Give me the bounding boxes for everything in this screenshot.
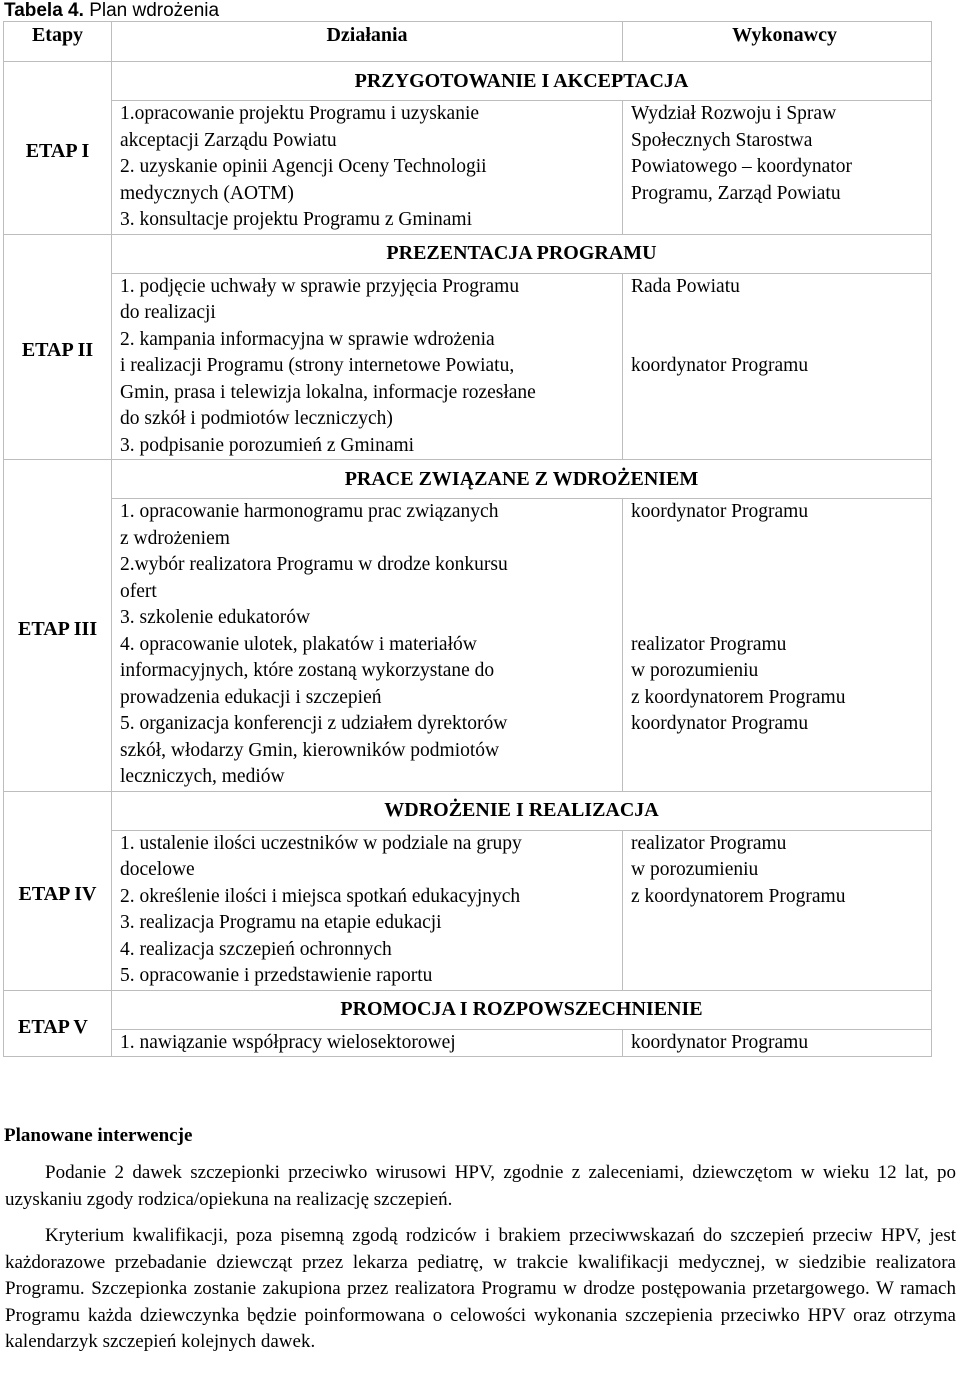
stage-actions [112, 830, 623, 990]
action-line: 1. ustalenie ilości uczestników w podziale na grupy [120, 832, 522, 854]
executor-line: z koordynatorem Programu [631, 885, 846, 907]
executor-line [631, 579, 923, 606]
stage-actions [112, 1029, 623, 1057]
executor-line: Rada Powiatu [631, 275, 740, 297]
stage-executors [623, 273, 932, 460]
executor-line: realizator Programu [631, 832, 787, 854]
executor-line [631, 552, 923, 579]
stage-executors [623, 499, 932, 792]
action-line: ofert [120, 580, 157, 602]
table-header-row [4, 22, 932, 62]
stage-actions [112, 499, 623, 792]
action-line: prowadzenia edukacji i szczepień [120, 686, 382, 708]
stage-content-row [4, 1029, 932, 1057]
action-line: 1.opracowanie projektu Programu i uzyskanie [120, 103, 480, 124]
stage-name: ETAP I [4, 62, 112, 235]
header-executors: Wykonawcy [623, 22, 932, 62]
action-line: 3. konsultacje projektu Programu z Gminami [120, 209, 473, 230]
executor-line: koordynator Programu [631, 355, 809, 376]
action-line: 3. podpisanie porozumień z Gminami [120, 434, 415, 456]
stage-content-row [4, 101, 932, 235]
action-line: 3. realizacja Programu na etapie edukacji [120, 912, 442, 933]
stage-content-row [4, 273, 932, 460]
stage-title-row [4, 234, 932, 273]
stage-title: PRZYGOTOWANIE I AKCEPTACJA [112, 62, 932, 101]
header-actions: Działania [112, 22, 623, 62]
action-line: medycznych (AOTM) [120, 182, 294, 204]
action-line: 1. opracowanie harmonogramu prac związanych [120, 501, 499, 522]
action-line: leczniczych, mediów [120, 766, 285, 787]
stage-actions [112, 101, 623, 235]
stage-title-row [4, 791, 932, 830]
executor-line [631, 526, 923, 553]
stage-title: PROMOCJA I ROZPOWSZECHNIENIE [112, 990, 932, 1029]
executor-line: z koordynatorem Programu [631, 686, 846, 708]
table-caption [4, 0, 219, 22]
action-line: 2. uzyskanie opinii Agencji Oceny Technologii [120, 156, 487, 177]
action-line: do realizacji [120, 302, 216, 323]
action-line: z wdrożeniem [120, 527, 230, 549]
executor-line: Społecznych Starostwa [631, 129, 813, 151]
executor-line [631, 327, 923, 354]
interventions-paragraph-2: Kryterium kwalifikacji, poza pisemną zgodą rodziców i brakiem przeciwwskazań do szczepień przeciw HPV, jest każdorazowe przebadanie dziewcząt przez lekarza pediatrę, w trakcie kwalifikacji medycznej, w siedzibie realizatora Programu. Szczepionka zostanie zakupiona przez realizatora Programu w drodze postępowania przetargowego. W ramach Programu każda dziewczynka będzie poinformowana o celowości wykonania szczepienia przeciwko HPV oraz otrzyma kalendarzyk szczepień kolejnych dawek. [5, 1225, 956, 1353]
stage-name: ETAP IV [4, 791, 112, 990]
executor-line: koordynator Programu [631, 501, 809, 522]
action-line: 4. opracowanie ulotek, plakatów i materiałów [120, 633, 477, 655]
action-line: 5. opracowanie i przedstawienie raportu [120, 965, 433, 986]
action-line: 1. nawiązanie współpracy wielosektorowej [120, 1031, 456, 1053]
action-line: informacyjnych, które zostaną wykorzystane do [120, 660, 495, 681]
stage-name: ETAP II [4, 234, 112, 460]
action-line: szkół, włodarzy Gmin, kierowników podmiotów [120, 739, 500, 761]
action-line: 5. organizacja konferencji z udziałem dyrektorów [120, 713, 508, 734]
interventions-heading: Planowane interwencje [4, 1125, 193, 1146]
stage-content-row [4, 830, 932, 990]
executor-line: w porozumieniu [631, 660, 759, 681]
stage-content-row [4, 499, 932, 792]
action-line: 3. szkolenie edukatorów [120, 607, 311, 628]
action-line: 2. kampania informacyjna w sprawie wdrożenia [120, 328, 495, 350]
header-stages: Etapy [4, 22, 112, 62]
executor-line: Powiatowego – koordynator [631, 156, 852, 177]
table-caption-title: Plan wdrożenia [89, 0, 220, 21]
action-line: 1. podjęcie uchwały w sprawie przyjęcia Programu [120, 275, 520, 297]
action-line: 4. realizacja szczepień ochronnych [120, 938, 392, 960]
stage-title-row [4, 62, 932, 101]
interventions-paragraph-1: Podanie 2 dawek szczepionki przeciwko wirusowi HPV, zgodnie z zaleceniami, dziewczętom w wieku 12 lat, po uzyskaniu zgody rodzica/opiekuna na realizację szczepień. [5, 1162, 956, 1210]
executor-line: koordynator Programu [631, 713, 809, 734]
table-caption-label: Tabela 4. [4, 0, 84, 21]
executor-line: w porozumieniu [631, 859, 759, 880]
stage-name: ETAP III [4, 460, 112, 792]
action-line: akceptacji Zarządu Powiatu [120, 129, 337, 151]
executor-line [631, 605, 923, 632]
executor-line [631, 300, 923, 327]
executor-line: koordynator Programu [631, 1031, 809, 1053]
action-line: Gmin, prasa i telewizja lokalna, informacje rozesłane [120, 381, 536, 403]
action-line: docelowe [120, 859, 195, 880]
executor-line: Programu, Zarząd Powiatu [631, 182, 841, 204]
stage-executors [623, 830, 932, 990]
stage-executors [623, 1029, 932, 1057]
action-line: do szkół i podmiotów leczniczych) [120, 408, 393, 429]
stage-title: PRACE ZWIĄZANE Z WDROŻENIEM [112, 460, 932, 499]
stage-name: ETAP V [4, 990, 112, 1057]
stage-title: PREZENTACJA PROGRAMU [112, 234, 932, 273]
stage-title: WDROŻENIE I REALIZACJA [112, 791, 932, 830]
stage-title-row [4, 460, 932, 499]
executor-line: Wydział Rozwoju i Spraw [631, 103, 837, 124]
executor-line: realizator Programu [631, 633, 787, 655]
implementation-plan-table [3, 21, 932, 1057]
action-line: 2. określenie ilości i miejsca spotkań edukacyjnych [120, 885, 521, 907]
stage-actions [112, 273, 623, 460]
stage-executors [623, 101, 932, 235]
action-line: 2.wybór realizatora Programu w drodze konkursu [120, 554, 508, 575]
action-line: i realizacji Programu (strony internetowe Powiatu, [120, 355, 515, 376]
stage-title-row [4, 990, 932, 1029]
